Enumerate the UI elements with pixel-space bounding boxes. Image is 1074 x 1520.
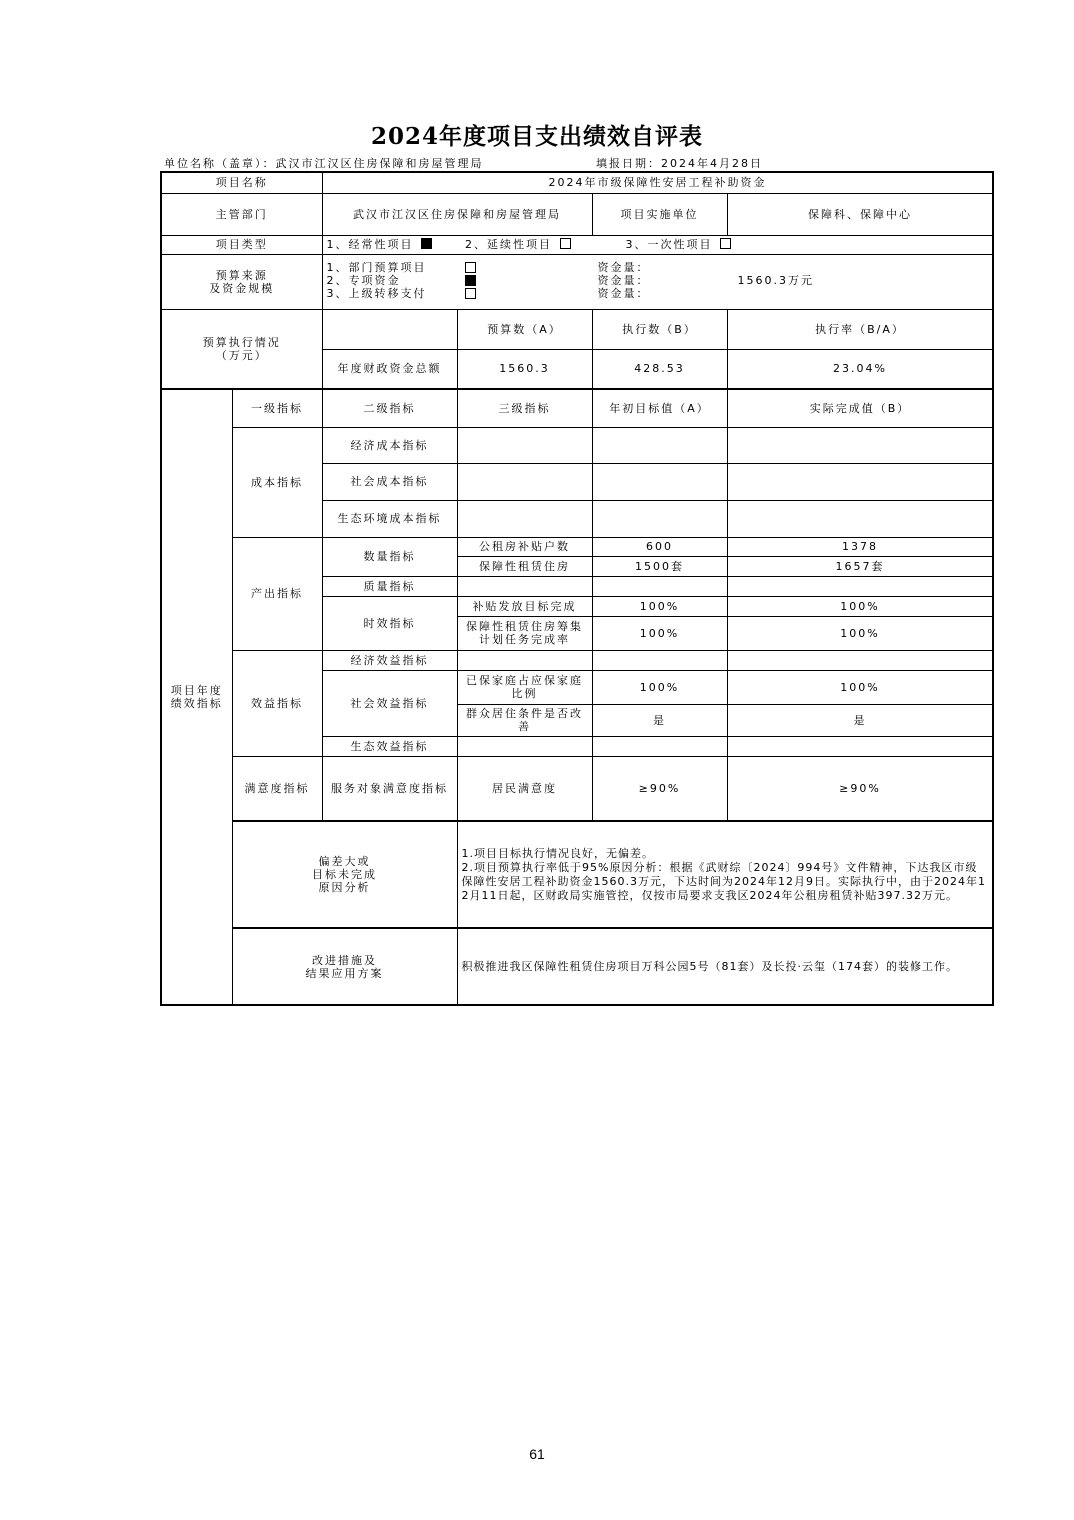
- source-label-line2: 及资金规模: [209, 281, 275, 295]
- checkbox-empty-icon: [465, 288, 476, 299]
- indicator-group-label: 项目年度绩效指标: [161, 389, 232, 1005]
- improve-label-line2: 结果应用方案: [305, 966, 384, 980]
- timeliness-indicator: 时效指标: [322, 596, 457, 650]
- improve-label-line1: 改进措施及: [312, 953, 377, 967]
- checkbox-empty-icon: [720, 238, 731, 249]
- improve-label: [232, 928, 457, 1005]
- header-target: 年初目标值（A）: [592, 389, 727, 427]
- output-indicator: 产出指标: [232, 537, 322, 650]
- source-special-fund: 2、专项资金: [326, 274, 401, 287]
- header-level3: 三级指标: [457, 389, 592, 427]
- header-level1: 一级指标: [232, 389, 322, 427]
- exec-label-line2: （万元）: [215, 348, 268, 362]
- rate-value: 23.04%: [727, 349, 993, 389]
- sat-target: ≥90%: [592, 756, 727, 821]
- fund-amount-label: 资金量：: [597, 287, 650, 300]
- budget-source: [322, 254, 993, 309]
- total-label: 年度财政资金总额: [322, 349, 457, 389]
- q1-target: 600: [592, 537, 727, 556]
- dept-label: 主管部门: [161, 193, 322, 235]
- checkbox-checked-icon: [421, 238, 432, 249]
- budget-value: 1560.3: [457, 349, 592, 389]
- deviation-label-line3: 原因分析: [318, 881, 371, 894]
- deviation-line1: 1.项目目标执行情况良好，无偏差。: [461, 846, 654, 860]
- project-type: [322, 235, 993, 254]
- t1-target: 100%: [592, 596, 727, 616]
- t1-result: 100%: [727, 596, 993, 616]
- report-date: 填报日期：2024年4月28日: [596, 157, 763, 170]
- exec-label-line1: 预算执行情况: [202, 335, 281, 349]
- s2-target: 是: [592, 704, 727, 736]
- checkbox-empty-icon: [465, 262, 476, 273]
- deviation-analysis: [457, 821, 993, 928]
- impl-value: 保障科、保障中心: [727, 193, 993, 235]
- s2-result: 是: [727, 704, 993, 736]
- actual-value: 428.53: [592, 349, 727, 389]
- cost-eco: 生态环境成本指标: [322, 500, 457, 537]
- empty-cell: [322, 309, 457, 349]
- t1-name: 补贴发放目标完成: [457, 596, 592, 616]
- econ-benefit: 经济效益指标: [322, 650, 457, 670]
- source-label: [161, 254, 322, 309]
- deviation-label-line1: 偏差大或: [318, 855, 371, 868]
- sat-result: ≥90%: [727, 756, 993, 821]
- t2-result: 100%: [727, 616, 993, 650]
- page-number: 61: [529, 1446, 545, 1462]
- q1-result: 1378: [727, 537, 993, 556]
- social-benefit: 社会效益指标: [322, 670, 457, 736]
- exec-label: [161, 309, 322, 389]
- page-title: 2024年度项目支出绩效自评表: [370, 123, 703, 150]
- cost-econ: 经济成本指标: [322, 427, 457, 463]
- q1-name: 公租房补贴户数: [457, 537, 592, 556]
- evaluation-table: [160, 171, 994, 1006]
- q2-result: 1657套: [727, 556, 993, 576]
- type-onetime: 3、一次性项目: [625, 238, 713, 251]
- type-label: 项目类型: [161, 235, 322, 254]
- fund-amount-label: 资金量：: [597, 261, 650, 274]
- q2-name: 保障性租赁住房: [457, 556, 592, 576]
- deviation-label-line2: 目标未完成: [312, 868, 377, 881]
- unit-name: 单位名称（盖章）：武汉市江汉区住房保障和房屋管理局: [164, 157, 484, 170]
- header-level2: 二级指标: [322, 389, 457, 427]
- t2-name: 保障性租赁住房筹集计划任务完成率: [457, 616, 592, 650]
- header-result: 实际完成值（B）: [727, 389, 993, 427]
- sat-name: 居民满意度: [457, 756, 592, 821]
- cost-indicator: 成本指标: [232, 427, 322, 537]
- checkbox-checked-icon: [465, 275, 476, 286]
- s2-name: 群众居住条件是否改善: [457, 704, 592, 736]
- impl-label: 项目实施单位: [592, 193, 727, 235]
- improve-plan: [457, 928, 993, 1005]
- budget-col-header: 预算数（A）: [457, 309, 592, 349]
- type-recurring: 1、经常性项目: [326, 238, 414, 251]
- checkbox-empty-icon: [560, 238, 571, 249]
- type-continuing: 2、延续性项目: [465, 238, 552, 251]
- source-transfer: 3、上级转移支付: [326, 287, 427, 300]
- cost-social: 社会成本指标: [322, 463, 457, 500]
- dept-value: 武汉市江汉区住房保障和房屋管理局: [322, 193, 592, 235]
- satisfaction-sub: 服务对象满意度指标: [322, 756, 457, 821]
- s1-target: 100%: [592, 670, 727, 704]
- project-name-label: 项目名称: [161, 172, 322, 193]
- s1-result: 100%: [727, 670, 993, 704]
- quantity-indicator: 数量指标: [322, 537, 457, 576]
- satisfaction-indicator: 满意度指标: [232, 756, 322, 821]
- actual-col-header: 执行数（B）: [592, 309, 727, 349]
- t2-target: 100%: [592, 616, 727, 650]
- project-name: 2024年市级保障性安居工程补助资金: [322, 172, 993, 193]
- source-label-line1: 预算来源: [215, 268, 268, 282]
- improve-text: 积极推进我区保障性租赁住房项目万科公园5号（81套）及长投·云玺（174套）的装修工作。: [461, 959, 958, 973]
- q2-target: 1500套: [592, 556, 727, 576]
- eco-benefit: 生态效益指标: [322, 736, 457, 756]
- fund-amount-value: 1560.3万元: [737, 274, 814, 287]
- source-dept-budget: 1、部门预算项目: [326, 261, 427, 274]
- benefit-indicator: 效益指标: [232, 650, 322, 756]
- s1-name: 已保家庭占应保家庭比例: [457, 670, 592, 704]
- quality-indicator: 质量指标: [322, 576, 457, 596]
- deviation-label: [232, 821, 457, 928]
- rate-col-header: 执行率（B/A）: [727, 309, 993, 349]
- fund-amount-label: 资金量：: [597, 274, 650, 287]
- deviation-line2: 2.项目预算执行率低于95%原因分析：根据《武财综〔2024〕994号》文件精神，下达我区市级保障性安居工程补助资金1560.3万元，下达时间为2024年12月9日。实际执行中，由于2024年12月11日起，区财政局实施管控，仅按市局要求支我区2024年公租房租赁补贴397.32万元。: [461, 860, 986, 902]
